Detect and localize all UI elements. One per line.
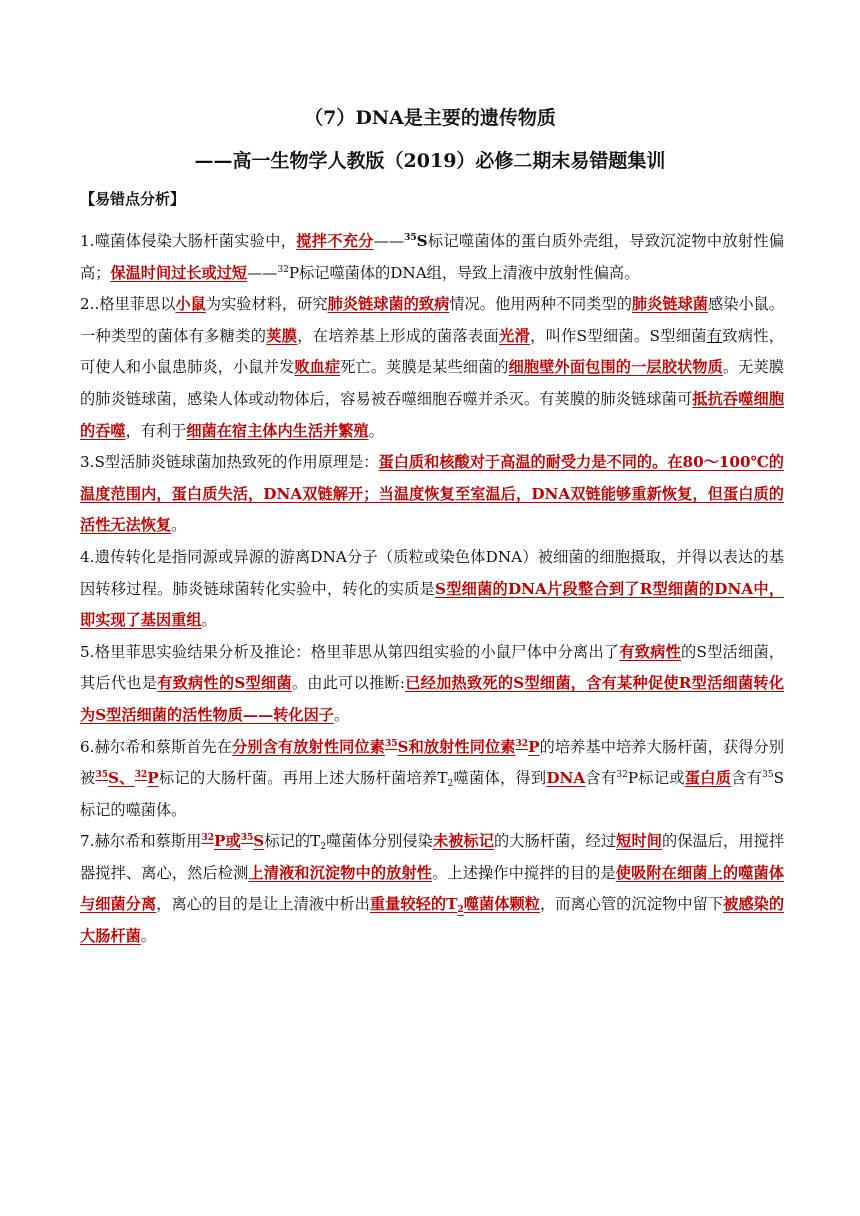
text-run: 噬菌体，得到 (453, 769, 547, 788)
key-term: 搅拌不充分 (296, 232, 374, 250)
text-run: ，在培养基上形成的菌落表面 (297, 326, 500, 345)
text-run: P标记噬菌体的DNA组，导致上清液中放射性偏高。 (288, 263, 640, 282)
text-run: 含有 (731, 769, 763, 788)
key-term: 蛋白质和核酸对于高温的耐受力是不同的。在80～100℃的温度范围内，蛋白质失活，DNA双链解开；当温度恢复至室温后，DNA双链能够重新恢复，但蛋白质的活性无法恢复 (80, 453, 784, 535)
text-run: 噬菌体分别侵染 (326, 832, 433, 851)
section-heading: 【易错点分析】 (80, 190, 186, 208)
key-term: 保温时间过长或过短 (110, 263, 248, 282)
text-run: 。 (140, 927, 156, 946)
text-run: 3.S型活肺炎链球菌加热致死的作用原理是： (80, 453, 379, 472)
text-run: 的大肠杆菌，经过 (494, 832, 617, 851)
key-term: 32 (201, 833, 214, 844)
text-run: 1.噬菌体侵染大肠杆菌实验中， (80, 232, 297, 250)
text-run: —— (247, 263, 278, 282)
text-run: 。由此可以推断: (291, 674, 405, 693)
key-term: 2 (457, 905, 464, 916)
text-run: 6.赫尔希和蔡斯首先在 (80, 737, 233, 756)
text-run: 标记噬菌体的蛋白质外壳组，导致沉淀物中放射性偏高； (80, 232, 785, 282)
text-run: ，而离心管的沉淀物中留下 (540, 895, 724, 914)
key-term: 细菌在宿主体内生活并繁殖 (186, 421, 369, 440)
text-run: 。 (171, 516, 187, 535)
key-term: 35 (95, 770, 108, 781)
text-run: S (416, 232, 428, 250)
key-term: DNA (546, 769, 586, 788)
text-run: 情况。他用两种不同类型的 (449, 295, 632, 314)
text-run: S标记的噬菌体。 (80, 769, 784, 819)
key-term: 肺炎链球菌 (631, 295, 708, 314)
key-term: 35 (240, 833, 254, 844)
key-term: S、 (108, 769, 135, 788)
key-term: P或 (213, 832, 241, 851)
text-run: 。无荚膜的肺炎链球菌，感染人体或动物体后，容易被吞噬细胞吞噬并杀灭。有荚膜的肺炎链球菌可 (80, 358, 785, 408)
text-run: 7.赫尔希和蔡斯用 (80, 832, 202, 851)
key-term: S型细菌的DNA片段整合到了R型细菌的DNA中，即实现了基因重组 (80, 579, 785, 630)
key-term: 未被标记 (432, 832, 495, 851)
key-term: 上清液和沉淀物中的放射性 (248, 863, 433, 882)
text-run: 的培养基中培养大肠杆菌，获得分别被 (80, 737, 785, 788)
text-run: 标记的大肠杆菌。再用上述大肠杆菌培养T (158, 769, 448, 788)
text-run: ，离心的目的是让上清液中析出 (156, 895, 370, 914)
key-term: 32 (134, 770, 148, 781)
analysis-point-1 (80, 226, 784, 289)
key-term: 抵抗吞噬细胞的吞噬 (80, 389, 785, 440)
text-run: 5.格里菲思实验结果分析及推论：格里菲思从第四组实验的小鼠尸体中分离出了 (80, 642, 620, 661)
text-run: 2 (447, 779, 454, 790)
analysis-point-6 (80, 732, 784, 827)
text-run: 32 (616, 770, 628, 781)
key-term: 小鼠 (175, 295, 206, 314)
analysis-body (80, 226, 784, 953)
text-run: P标记或 (627, 769, 685, 788)
key-term: 重量较轻的T (369, 895, 458, 914)
text-run: 的保温后，用搅拌器搅拌、离心，然后检测 (80, 832, 785, 882)
text-run: 35 (404, 233, 417, 243)
key-term: 肺炎链球菌的致病 (327, 295, 450, 314)
analysis-point-5 (80, 637, 784, 732)
key-term: 短时间 (616, 832, 662, 851)
text-run: —— (373, 232, 405, 250)
key-term: 败血症 (294, 358, 341, 377)
key-term: 细胞壁外面包围的一层胶状物质 (508, 358, 723, 377)
key-term: 被感染的大肠杆菌 (80, 895, 785, 946)
key-term: 35 (384, 738, 398, 749)
text-run: 含有 (585, 769, 617, 788)
key-term: 荚膜 (266, 326, 298, 345)
text-run: 2..格里菲思以 (80, 295, 176, 314)
text-run: 32 (277, 264, 289, 275)
text-run: 感染小鼠。一种类型的菌体有多糖类的 (80, 295, 785, 345)
document-title: （7）DNA是主要的遗传物质 (304, 107, 556, 129)
key-term: 蛋白质 (684, 769, 732, 788)
key-term: 32 (515, 738, 529, 749)
text-run: 有 (706, 326, 723, 345)
key-term: 噬菌体颗粒 (463, 895, 541, 914)
text-run: ，有利于 (125, 421, 187, 440)
text-run: 4.遗传转化是指同源或异源的游离DNA分子（质粒或染色体DNA）被细菌的细胞摄取，并得以表达的基因转移过程。肺炎链球菌转化实验中，转化的实质是 (80, 547, 784, 598)
text-run: 死亡。荚膜是某些细菌的 (340, 358, 509, 377)
text-run: ，叫作S型细菌。S型细菌 (530, 326, 707, 345)
text-run: 为实验材料，研究 (205, 295, 328, 314)
analysis-point-2 (80, 289, 784, 447)
analysis-point-4 (80, 542, 784, 637)
key-term: S (253, 832, 265, 851)
text-run: 。上述操作中搅拌的目的是 (432, 863, 616, 882)
key-term: 光滑 (499, 326, 531, 345)
key-term: S和放射性同位素 (397, 737, 516, 756)
key-term: 有致病性的S型细菌 (157, 674, 292, 693)
key-term: P (147, 769, 159, 788)
text-run: 。 (333, 705, 350, 724)
key-term: 有致病性 (619, 642, 682, 661)
analysis-point-7 (80, 826, 784, 952)
text-run: 标记的T (264, 832, 321, 851)
text-run: 致病性，可使人和小鼠患肺炎，小鼠并发 (80, 326, 785, 377)
document-subtitle: ——高一生物学人教版（2019）必修二期末易错题集训 (194, 150, 666, 172)
key-term: P (528, 737, 540, 756)
key-term: 使吸附在细菌上的噬菌体与细菌分离 (80, 863, 785, 914)
text-run: 。 (201, 611, 217, 630)
analysis-point-3 (80, 447, 784, 542)
text-run: 35 (762, 770, 774, 781)
text-run: 的S型活细菌，其后代也是 (80, 642, 785, 693)
key-term: 分别含有放射性同位素 (232, 737, 385, 756)
text-run: 。 (368, 421, 384, 440)
text-run: 2 (320, 842, 326, 853)
key-term: 已经加热致死的S型细菌，含有某种促使R型活细菌转化为S型活细菌的活性物质——转化因子 (80, 674, 785, 724)
